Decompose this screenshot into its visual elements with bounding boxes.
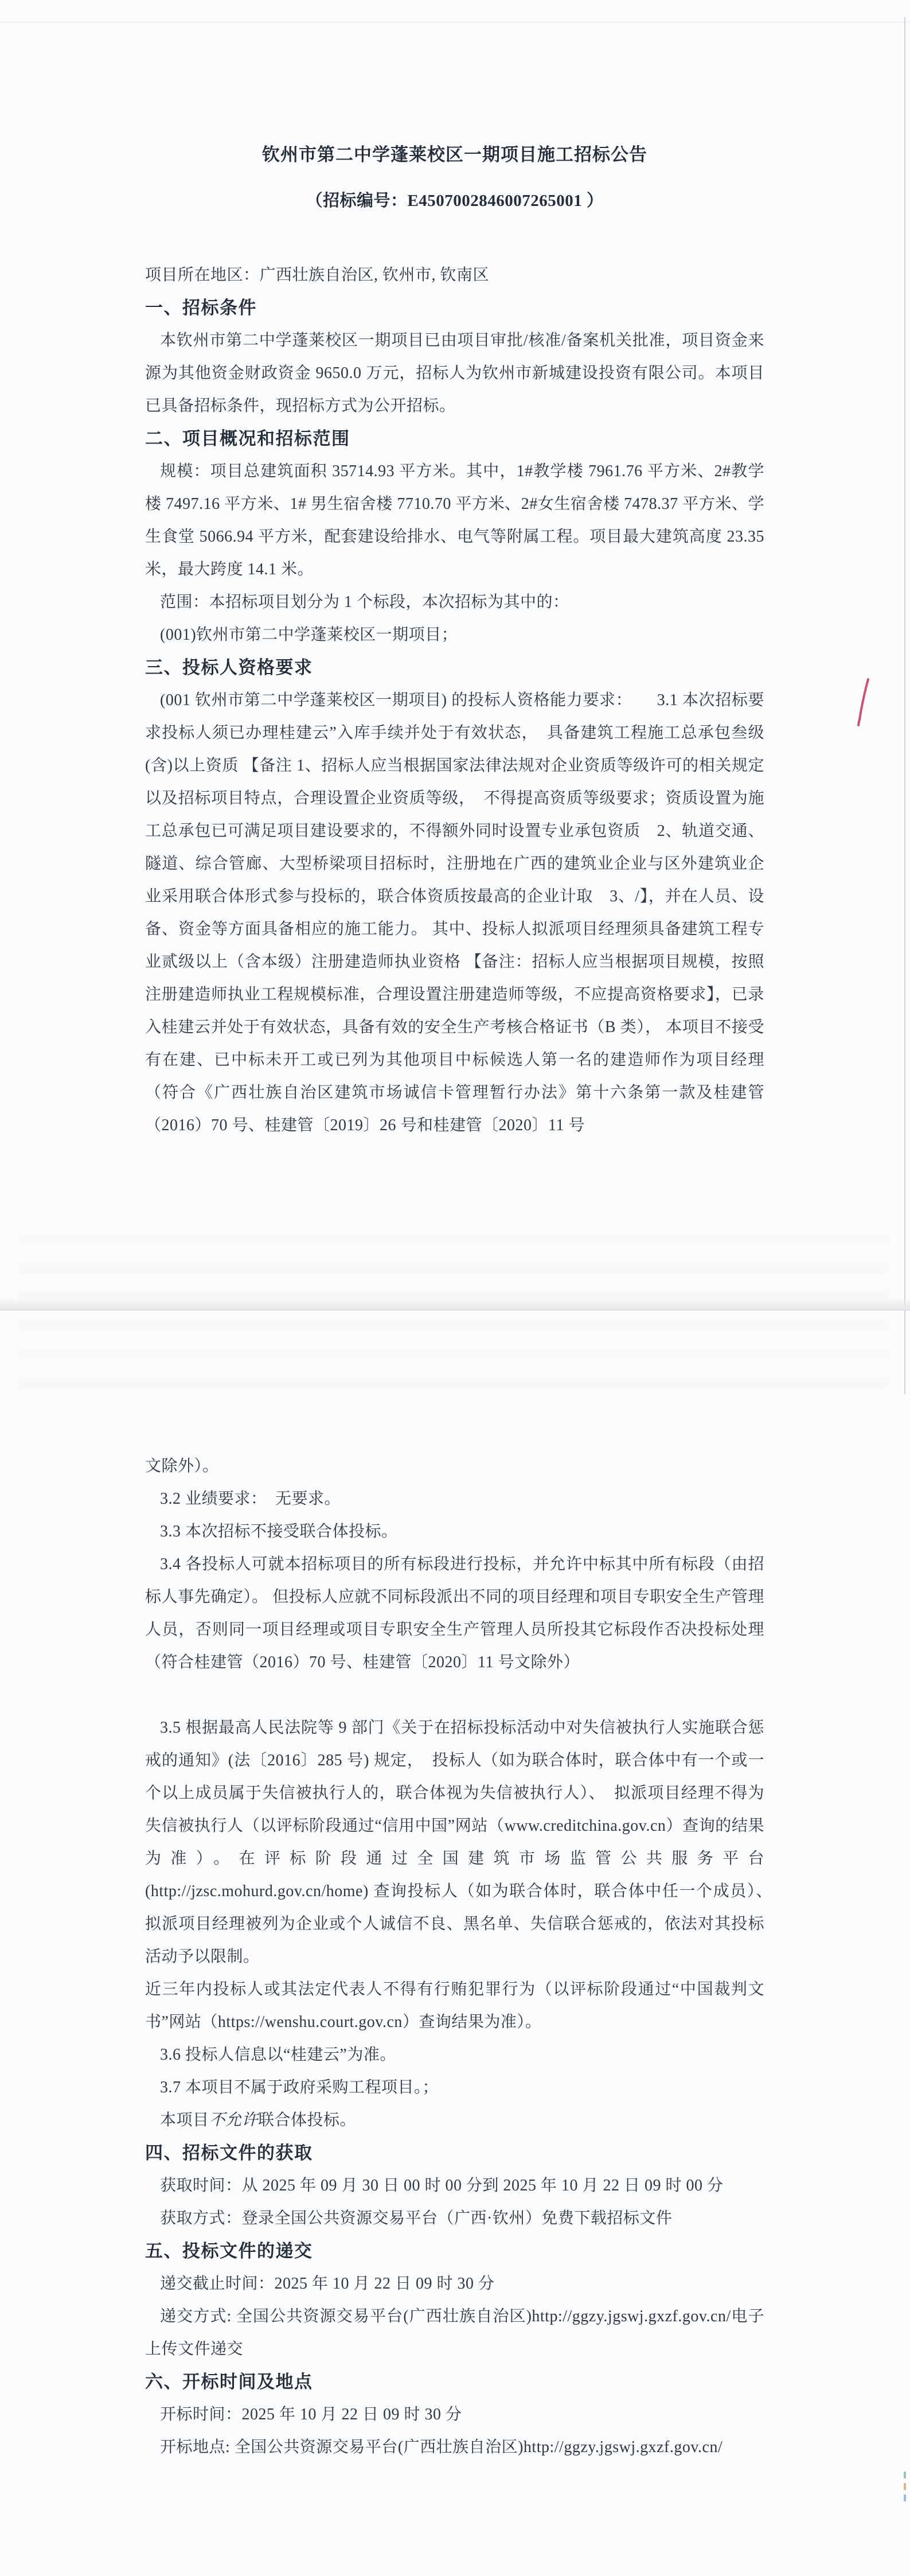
document-page-2 <box>0 1310 910 2576</box>
text-run: 3.4 各投标人可就本招标项目的所有标段进行投标，并允许中标其中所有标段（由招标人事先确定）。 但投标人应就不同标段派出不同的项目经理和项目专职安全生产管理人员，否则同一项目经理或项目专职安全生产管理人员所投其它标段作否决投标处理 （符合桂建管（2016）70 号、桂建管〔2020〕11 号文除外） <box>145 1555 764 1671</box>
project-location-line <box>145 259 764 291</box>
section-heading-6 <box>145 2365 764 2398</box>
tender-number-line <box>145 188 764 213</box>
section-heading-3 <box>145 651 764 684</box>
text-run: 规模：项目总建筑面积 35714.93 平方米。其中，1#教学楼 7961.76 平方米、2#教学楼 7497.16 平方米、1# 男生宿舍楼 7710.70 平方米、2#女生宿舍楼 7478.37 平方米、学生食堂 5066.94 平方米，配套建设给排水、电气等附属工程。项目最大建筑高度 23.35 米，最大跨度 14.1 米。 <box>145 462 764 578</box>
section-heading-1 <box>145 291 764 324</box>
no-consortium-note <box>145 2104 764 2137</box>
opening-place <box>145 2431 764 2464</box>
qualification-para-3-1 <box>145 684 764 1142</box>
bribery-para <box>145 1973 764 2038</box>
text-run: 获取方式：登录全国公共资源交易平台（广西·钦州）免费下载招标文件 <box>160 2209 673 2227</box>
text-run: (001)钦州市第二中学蓬莱校区一期项目； <box>160 626 458 644</box>
scope-para <box>145 586 764 618</box>
text-run: 递交方式: 全国公共资源交易平台(广西壮族自治区)http://ggzy.jgswj.gxzf.gov.cn/电子上传文件递交 <box>145 2307 764 2358</box>
submission-method <box>145 2300 764 2365</box>
text-run: 近三年内投标人或其法定代表人不得有行贿犯罪行为（以评标阶段通过“中国裁判文书”网站（https://wenshu.court.gov.cn）查询结果为准）。 <box>145 1980 764 2031</box>
section-001-para <box>145 618 764 651</box>
qualification-para-3-1-cont <box>145 1450 764 1482</box>
page-2-text-column <box>145 1310 781 2464</box>
consortium-3-3 <box>145 1515 764 1548</box>
text-run: 四、招标文件的获取 <box>145 2143 313 2163</box>
scale-para <box>145 455 764 586</box>
gov-procurement-3-7 <box>145 2071 764 2104</box>
info-source-3-6 <box>145 2038 764 2071</box>
obtain-time <box>145 2169 764 2202</box>
performance-req-3-2 <box>145 1482 764 1515</box>
text-run: 获取时间：从 2025 年 09 月 30 日 00 时 00 分到 2025 年 10 月 22 日 09 时 00 分 <box>160 2177 724 2194</box>
text-run: 五、投标文件的递交 <box>145 2241 313 2261</box>
text-run: 开标地点: 全国公共资源交易平台(广西壮族自治区)http://ggzy.jgswj.gxzf.gov.cn/ <box>160 2438 723 2456</box>
text-run: 3.3 本次招标不接受联合体投标。 <box>160 1523 398 1540</box>
dishonesty-3-5 <box>145 1711 781 1973</box>
text-run: （招标编号：E4507002846007265001 ） <box>306 192 604 210</box>
section-heading-2 <box>145 422 764 455</box>
opening-time <box>145 2398 764 2431</box>
tender-conditions-para <box>145 324 764 422</box>
section-heading-4 <box>145 2137 764 2169</box>
section-heading-5 <box>145 2235 764 2267</box>
multi-section-3-4 <box>145 1548 764 1679</box>
text-run: 三、投标人资格要求 <box>145 657 313 678</box>
text-run: 钦州市第二中学蓬莱校区一期项目施工招标公告 <box>262 145 647 165</box>
text-run: 文除外）。 <box>145 1457 219 1475</box>
submission-deadline <box>145 2267 764 2300</box>
text-run: 3.2 业绩要求： 无要求。 <box>160 1490 341 1508</box>
text-run: 本钦州市第二中学蓬莱校区一期项目已由项目审批/核准/备案机关批准，项目资金来源为其他资金财政资金 9650.0 万元，招标人为钦州市新城建设投资有限公司。本项目已具备招标条件，现招标方式为公开招标。 <box>145 332 764 415</box>
text-run: 项目所在地区：广西壮族自治区, 钦州市, 钦南区 <box>145 266 490 284</box>
obtain-method <box>145 2202 764 2235</box>
text-run: 二、项目概况和招标范围 <box>145 429 350 449</box>
text-run: (001 钦州市第二中学蓬莱校区一期项目) 的投标人资格能力要求： 3.1 本次招标要求投标人须已办理桂建云”入库手续并处于有效状态， 具备建筑工程施工总承包叁级(含)以上资质 【备注 1、招标人应当根据国家法律法规对企业资质等级许可的相关规定以及招标项目特点，合理设置企业资质等级， 不得提高资质等级要求；资质设置为施工总承包已可满足项目建设要求的，不得额外同时设置专业承包资质 2、轨道交通、隧道、综合管廊、大型桥梁项目招标时，注册地在广西的建筑业企业与区外建筑业企业采用联合体形式参与投标的，联合体资质按最高的企业计取 3、/】，并在人员、设备、资金等方面具备相应的施工能力。 其中、投标人拟派项目经理须具备建筑工程专业贰级以上（含本级）注册建造师执业资格 【备注：招标人应当根据项目规模，按照注册建造师执业工程规模标准，合理设置注册建造师等级，不应提高资格要求】，已录入桂建云并处于有效状态，具备有效的安全生产考核合格证书（B 类）， 本项目不接受有在建、已中标未开工或已列为其他项目中标候选人第一名的建造师作为项目经理（符合《广西壮族自治区建筑市场诚信卡管理暂行办法》第十六条第一款及桂建管（2016）70 号、桂建管〔2019〕26 号和桂建管〔2020〕11 号 <box>145 691 764 1134</box>
page-1-text-column <box>145 0 764 1142</box>
text-run: 六、开标时间及地点 <box>145 2372 313 2392</box>
text-run: 3.7 本项目不属于政府采购工程项目。； <box>160 2079 439 2096</box>
text-run: 一、招标条件 <box>145 298 257 318</box>
emphasis-italic-run: 不允许 <box>209 2111 259 2129</box>
text-run: 3.5 根据最高人民法院等 9 部门《关于在招标投标活动中对失信被执行人实施联合惩戒的通知》(法〔2016〕285 号) 规定， 投标人（如为联合体时，联合体中有一个或一个以上成员属于失信被执行人的，联合体视为失信被执行人）、 拟派项目经理不得为失信被执行人（以评标阶段通过“信用中国”网站（www.creditchina.gov.cn）查询的结果为准）。在评标阶段通过全国建筑市场监管公共服务平台(http://jzsc.mohurd.gov.cn/home) 查询投标人（如为联合体时，联合体中任一个成员）、 拟派项目经理被列为企业或个人诚信不良、黑名单、失信联合惩戒的，依法对其投标活动予以限制。 <box>145 1719 781 1966</box>
doc-title <box>145 142 764 168</box>
text-run: 递交截止时间：2025 年 10 月 22 日 09 时 30 分 <box>160 2275 495 2293</box>
text-run: 3.6 投标人信息以“桂建云”为准。 <box>160 2046 396 2064</box>
text-run: 本项目 <box>160 2111 209 2129</box>
text-run: 范围：本招标项目划分为 1 个标段，本次招标为其中的： <box>160 593 569 611</box>
text-run: 联合体投标。 <box>258 2111 357 2129</box>
text-run: 开标时间：2025 年 10 月 22 日 09 时 30 分 <box>160 2406 462 2423</box>
